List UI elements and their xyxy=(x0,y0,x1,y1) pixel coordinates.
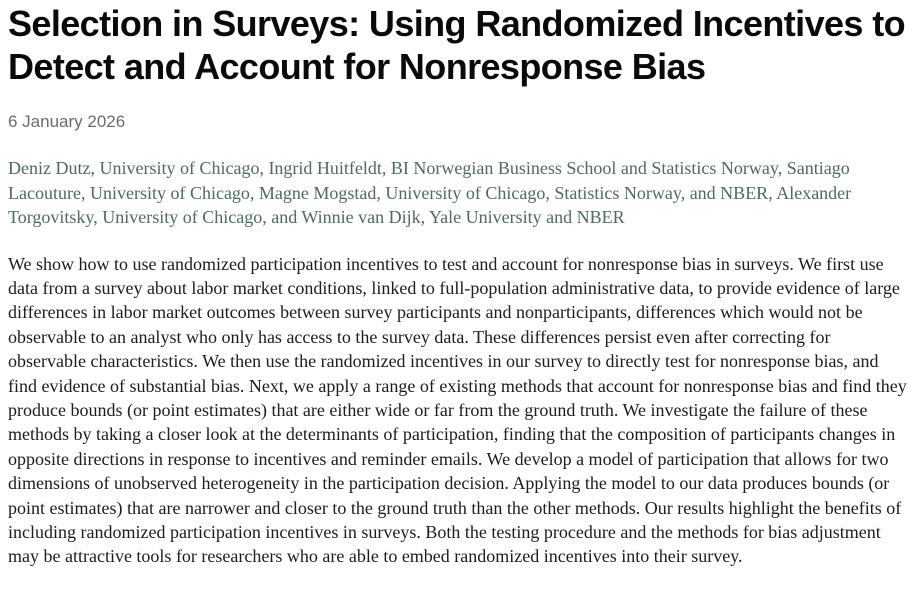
abstract-text: We show how to use randomized participation incentives to test and account for nonresponse bias in surveys. We first use data from a survey about labor market conditions, linked to full-population administrative data, to provide evidence of large differences in labor market outcomes between survey participants and nonparticipants, differences which would not be observable to an analyst who only has access to the survey data. These differences persist even after correcting for observable characteristics. We then use the randomized incentives in our survey to directly test for nonresponse bias, and find evidence of substantial bias. Next, we apply a range of existing methods that account for nonresponse bias and find they produce bounds (or point estimates) that are either wide or far from the ground truth. We investigate the failure of these methods by taking a closer look at the determinants of participation, finding that the composition of participants changes in opposite directions in response to incentives and reminder emails. We develop a model of participation that allows for two dimensions of unobserved heterogeneity in the participation decision. Applying the model to our data produces bounds (or point estimates) that are narrower and closer to the ground truth than the other methods. Our results highlight the benefits of including randomized participation incentives in surveys. Both the testing procedure and the methods for bias adjustment may be attractive tools for researchers who are able to embed randomized incentives into their survey. xyxy=(8,253,907,567)
article-page xyxy=(0,2,915,569)
article-title: Selection in Surveys: Using Randomized Incentives to Detect and Account for Nonresponse Bias xyxy=(8,3,906,87)
publication-date: 6 January 2026 xyxy=(8,112,126,131)
author-list: Deniz Dutz, University of Chicago, Ingrid Huitfeldt, BI Norwegian Business School and Statistics Norway, Santiago Lacouture, University of Chicago, Magne Mogstad, University of Chicago, Statistics Norway, and NBER, Alexander Torgovitsky, University of Chicago, and Winnie van Dijk, Yale University and NBER xyxy=(8,158,852,227)
